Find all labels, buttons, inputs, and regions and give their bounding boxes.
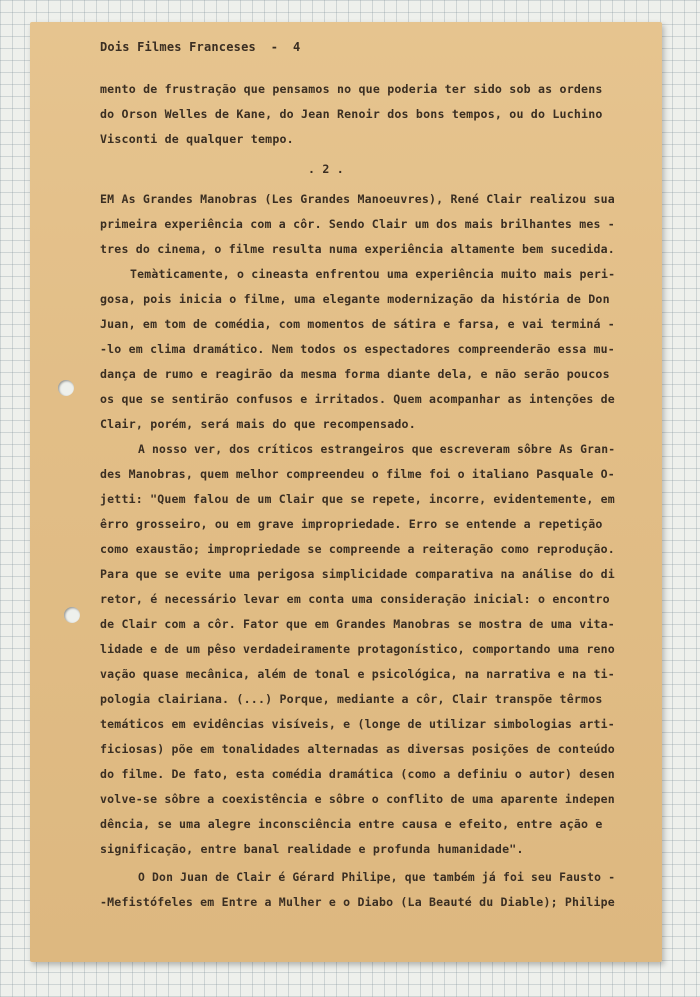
- text-line: pologia clairiana. (...) Porque, mediante a côr, Clair transpõe têrmos: [100, 692, 603, 706]
- text-line: EM As Grandes Manobras (Les Grandes Manoeuvres), René Clair realizou sua: [100, 192, 615, 206]
- text-line: Para que se evite uma perigosa simplicidade comparativa na análise do di: [100, 567, 615, 581]
- text-line: gosa, pois inicia o filme, uma elegante modernização da história de Don: [100, 292, 610, 306]
- section-marker: . 2 .: [308, 162, 344, 176]
- text-line: de Clair com a côr. Fator que em Grandes Manobras se mostra de uma vita-: [100, 617, 615, 631]
- text-line: Visconti de qualquer tempo.: [100, 132, 294, 146]
- text-line: significação, entre banal realidade e profunda humanidade".: [100, 842, 524, 856]
- text-line: volve-se sôbre a coexistência e sôbre o conflito de uma aparente indepen: [100, 792, 615, 806]
- text-line: como exaustão; impropriedade se compreende a reiteração como reprodução.: [100, 542, 615, 556]
- text-line: temáticos em evidências visíveis, e (longe de utilizar simbologias arti-: [100, 717, 615, 731]
- text-line: lidade e de um pêso verdadeiramente protagonístico, comportando uma reno: [100, 642, 615, 656]
- text-line: ficiosas) põe em tonalidades alternadas as diversas posições de conteúdo: [100, 742, 615, 756]
- text-line: Juan, em tom de comédia, com momentos de sátira e farsa, e vai terminá -: [100, 317, 615, 331]
- text-line: os que se sentirão confusos e irritados. Quem acompanhar as intenções de: [100, 392, 615, 406]
- text-line: jetti: "Quem falou de um Clair que se repete, incorre, evidentemente, em: [100, 492, 615, 506]
- page-header: Dois Filmes Franceses - 4: [100, 40, 301, 54]
- text-line: primeira experiência com a côr. Sendo Clair um dos mais brilhantes mes -: [100, 217, 615, 231]
- text-line: O Don Juan de Clair é Gérard Philipe, que também já foi seu Fausto -: [138, 870, 616, 884]
- text-line: Clair, porém, será mais do que recompensado.: [100, 417, 416, 431]
- text-line: mento de frustração que pensamos no que poderia ter sido sob as ordens: [100, 82, 603, 96]
- text-line: retor, é necessário levar em conta uma consideração inicial: o encontro: [100, 592, 610, 606]
- typewritten-page: [30, 22, 662, 962]
- punch-hole-icon: [64, 607, 80, 623]
- text-line: dança de rumo e reagirão da mesma forma diante dela, e não serão poucos: [100, 367, 610, 381]
- text-line: -lo em clima dramático. Nem todos os espectadores compreenderão essa mu-: [100, 342, 615, 356]
- text-line: -Mefistófeles em Entre a Mulher e o Diabo (La Beauté du Diable); Philipe: [100, 895, 615, 909]
- text-line: vação quase mecânica, além de tonal e psicológica, na narrativa e na ti-: [100, 667, 615, 681]
- text-line: êrro grosseiro, ou em grave impropriedade. Erro se entende a repetição: [100, 517, 603, 531]
- text-line: dência, se uma alegre inconsciência entre causa e efeito, entre ação e: [100, 817, 603, 831]
- text-line: do filme. De fato, esta comédia dramática (como a definiu o autor) desen: [100, 767, 615, 781]
- text-line: A nosso ver, dos críticos estrangeiros que escreveram sôbre As Gran-: [138, 442, 616, 456]
- punch-hole-icon: [58, 380, 74, 396]
- text-line: tres do cinema, o filme resulta numa experiência altamente bem sucedida.: [100, 242, 615, 256]
- text-line: des Manobras, quem melhor compreendeu o filme foi o italiano Pasquale O-: [100, 467, 615, 481]
- text-line: Temàticamente, o cineasta enfrentou uma experiência muito mais peri-: [130, 267, 616, 281]
- text-line: do Orson Welles de Kane, do Jean Renoir dos bons tempos, ou do Luchino: [100, 107, 603, 121]
